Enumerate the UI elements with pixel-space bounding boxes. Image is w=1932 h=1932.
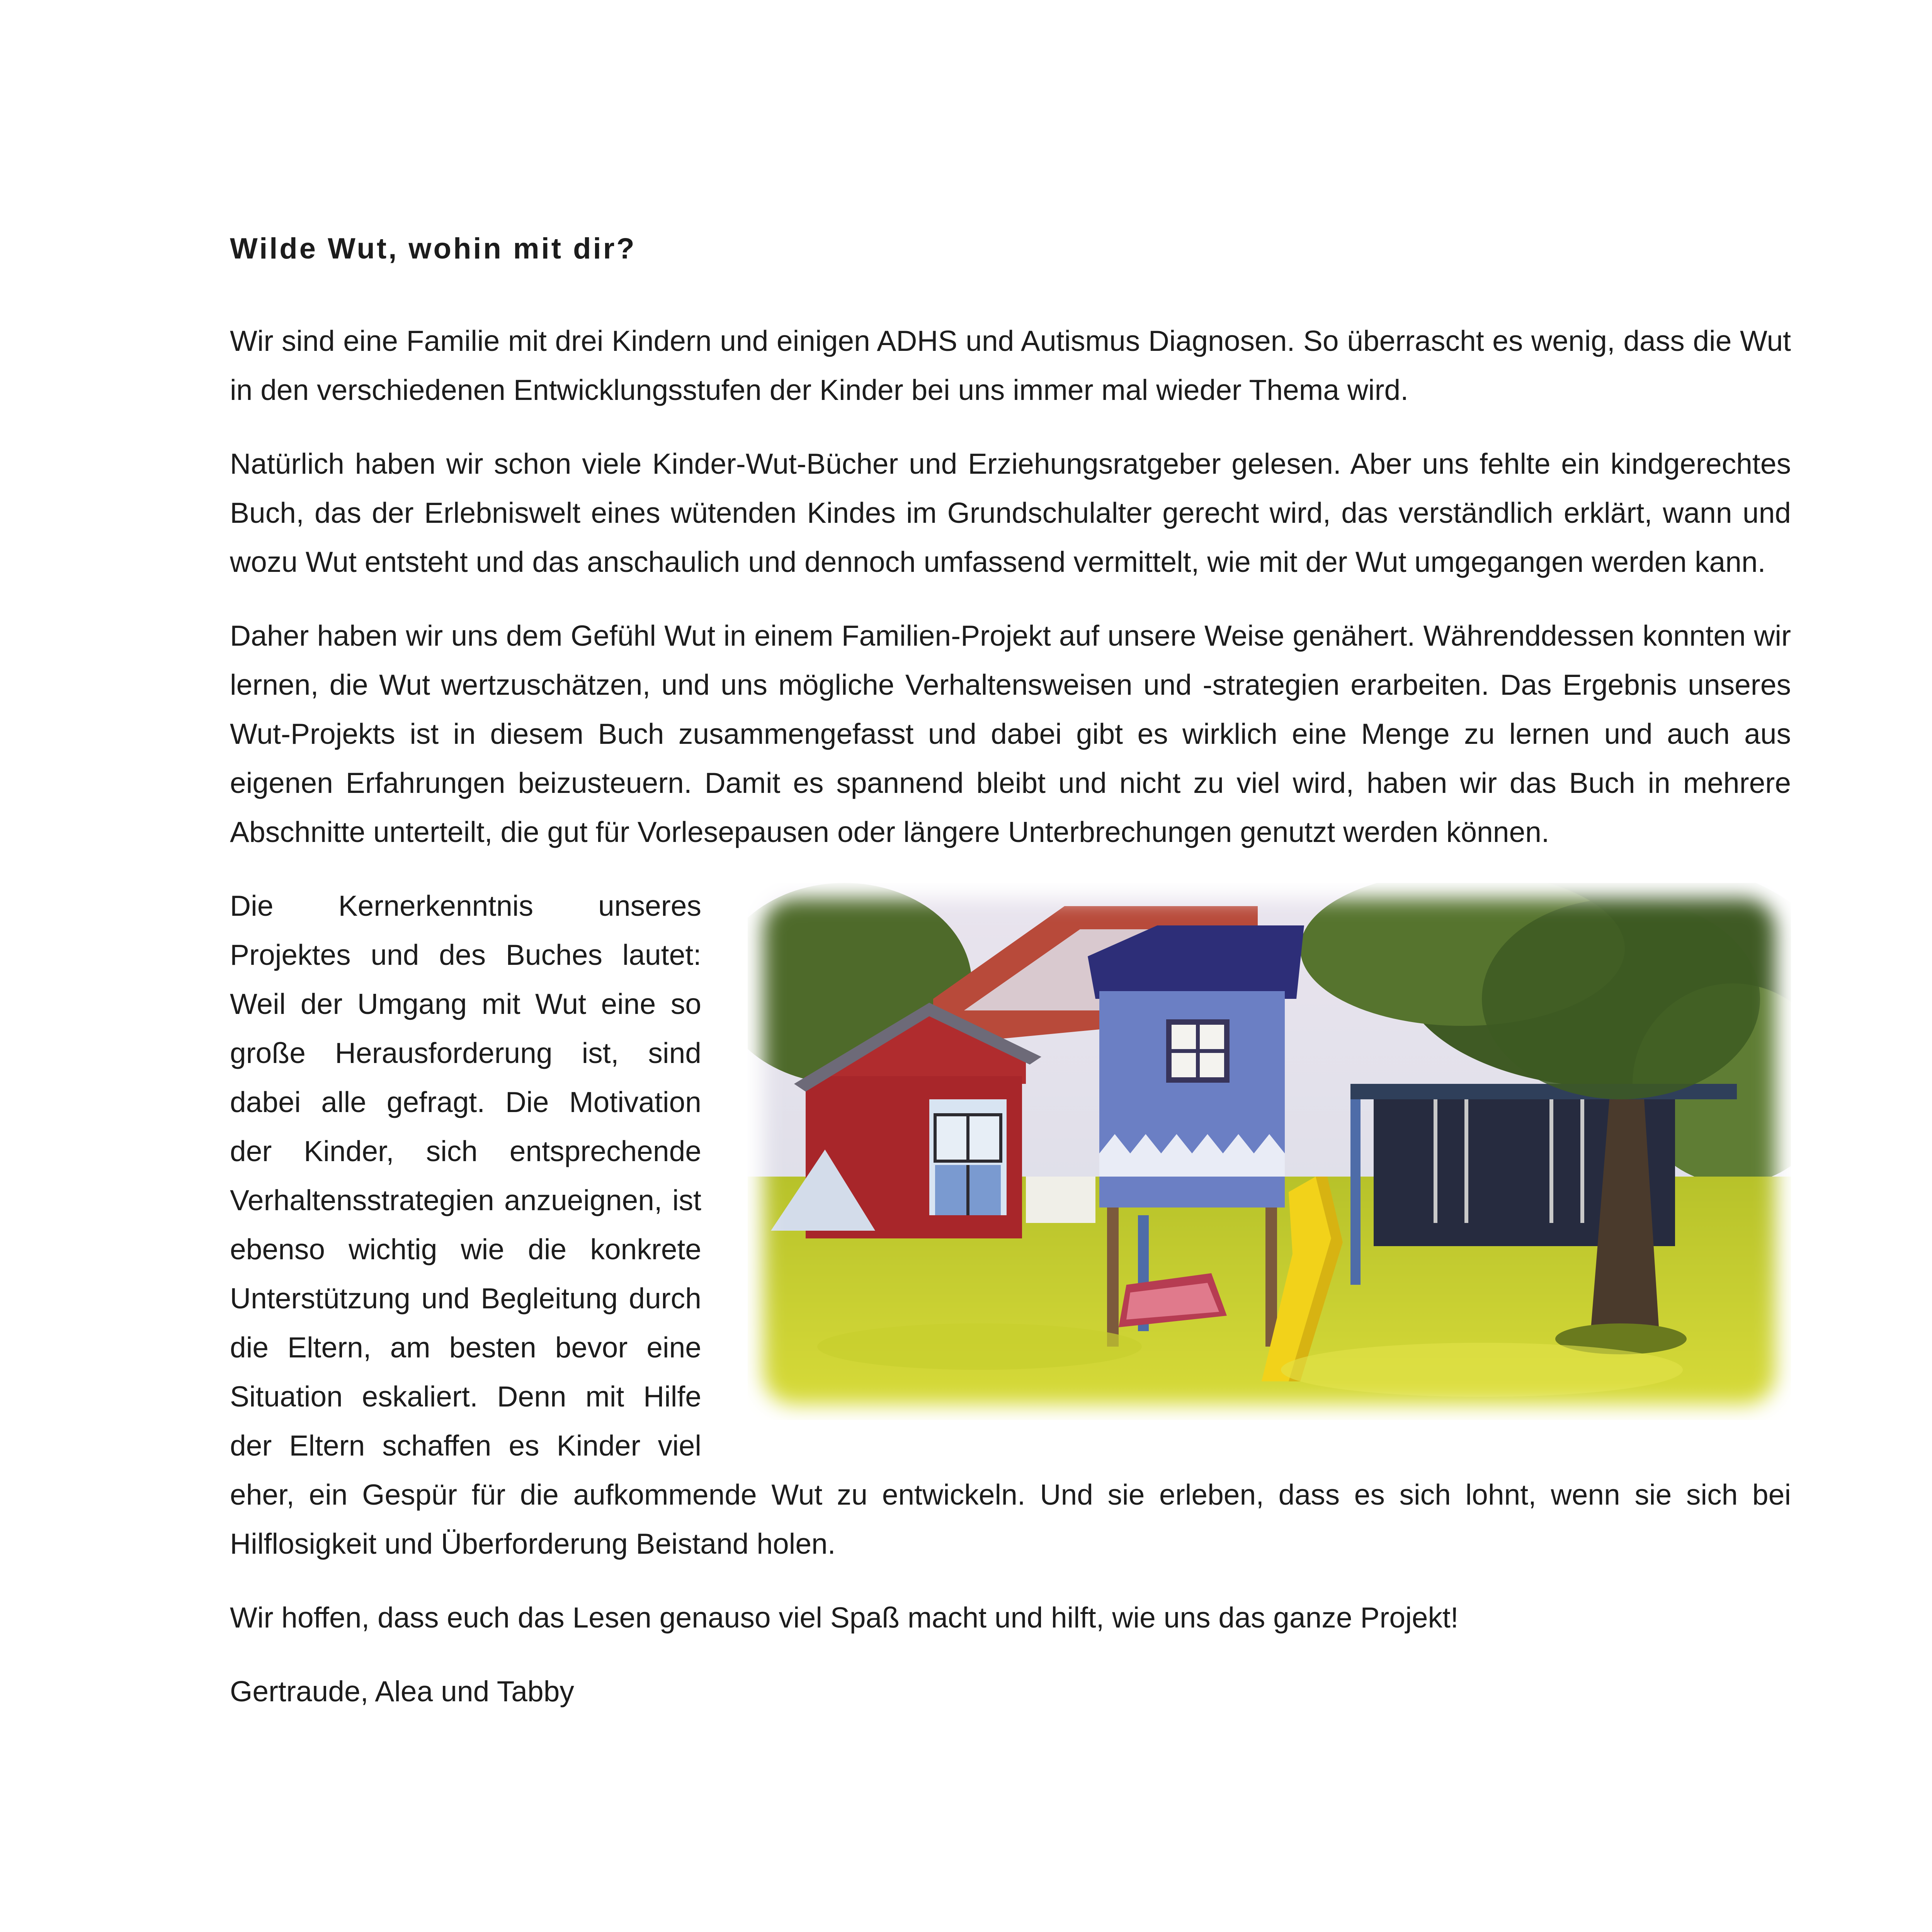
paragraph-5: Wir hoffen, dass euch das Lesen genauso viel Spaß macht und hilft, wie uns das ganze Projekt! <box>230 1601 1459 1634</box>
paragraph-1: Wir sind eine Familie mit drei Kindern und einigen ADHS und Autismus Diagnosen. So überrascht es wenig, dass die Wut in den verschiedenen Entwicklungsstufen der Kinder bei uns immer mal wieder Thema wird. <box>230 325 1791 406</box>
garden-playhouse-illustration <box>748 883 1791 1420</box>
page-title: Wilde Wut, wohin mit dir? <box>230 232 636 265</box>
paragraph-4: Die Kernerkenntnis unseres Projektes und des Buches lautet: Weil der Umgang mit Wut eine so große Herausforderung ist, sind dabei alle gefragt. Die Motivation der Kinder, sich entsprechende Verhaltensstrategien anzueignen, ist ebenso wichtig wie die konkrete Unterstützung und Begleitung durch die Eltern, am besten bevor eine Situation eskaliert. Denn mit Hilfe der Eltern schaffen es Kinder viel eher, ein Gespür für die aufkommende Wut zu entwickeln. Und sie erleben, dass es sich lohnt, wenn sie sich bei Hilflosigkeit und Überforderung Beistand holen. <box>230 889 1791 1560</box>
page-content <box>230 232 1791 1741</box>
paragraph-3: Daher haben wir uns dem Gefühl Wut in einem Familien-Projekt auf unsere Weise genähert. Währenddessen konnten wir lernen, die Wut wertzuschätzen, und uns mögliche Verhaltensweisen und -strategien erarbeiten. Das Ergebnis unseres Wut-Projekts ist in diesem Buch zusammengefasst und dabei gibt es wirklich eine Menge zu lernen und auch aus eigenen Erfahrungen beizusteuern. Damit es spannend bleibt und nicht zu viel wird, haben wir das Buch in mehrere Abschnitte unterteilt, die gut für Vorlesepausen oder längere Unterbrechungen genutzt werden können. <box>230 619 1791 848</box>
paragraph-2: Natürlich haben wir schon viele Kinder-Wut-Bücher und Erziehungsratgeber gelesen. Aber uns fehlte ein kindgerechtes Buch, das der Erlebniswelt eines wütenden Kindes im Grundschulalter gerecht wird, das verständlich erklärt, wann und wozu Wut entsteht und das anschaulich und dennoch umfassend vermittelt, wie mit der Wut umgegangen werden kann. <box>230 447 1791 578</box>
signature: Gertraude, Alea und Tabby <box>230 1675 574 1708</box>
